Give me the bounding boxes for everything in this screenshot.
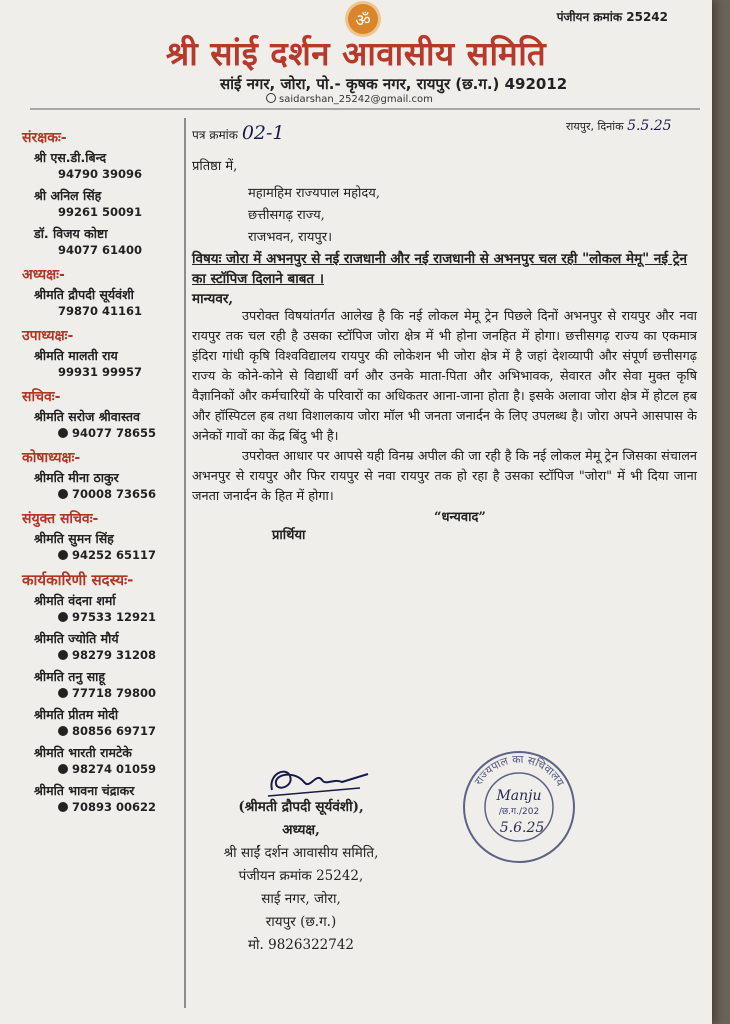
thanks-line: “धन्यवाद” — [434, 510, 486, 525]
letter-number-label: पत्र क्रमांक — [192, 128, 238, 142]
signature-block — [196, 796, 406, 957]
member-name: श्रीमति सरोज श्रीवास्तव — [34, 409, 140, 424]
sidebar-section — [22, 509, 180, 562]
sidebar-divider — [184, 118, 186, 1008]
member-entry — [22, 530, 180, 562]
member-phone-number: 80856 69717 — [72, 724, 157, 738]
registration-number: पंजीयन क्रमांक 25242 — [556, 10, 668, 24]
member-entry — [22, 286, 180, 318]
member-phone — [22, 304, 180, 318]
header-divider — [30, 108, 700, 110]
member-entry — [22, 630, 180, 662]
member-phone — [22, 648, 180, 662]
member-phone — [22, 205, 180, 219]
member-name: श्रीमति मीना ठाकुर — [34, 470, 119, 485]
stamp-ref: /छ.ग./202 — [498, 807, 540, 817]
email-text: saidarshan_25242@gmail.com — [279, 94, 433, 105]
sidebar-section — [22, 448, 180, 501]
member-phone-number: 94790 39096 — [58, 167, 143, 181]
stamp-ring-text: राज्यपाल का सचिवालय — [471, 752, 567, 789]
to-line: प्रतिष्ठा में, — [192, 159, 238, 174]
phone-icon — [58, 802, 68, 812]
phone-icon — [58, 612, 68, 622]
member-phone-number: 98274 01059 — [72, 762, 157, 776]
sidebar-section — [22, 265, 180, 318]
member-phone-number: 98279 31208 — [72, 648, 157, 662]
signatory-org: श्री साईं दर्शन आवासीय समिति, — [223, 845, 379, 861]
salutation: मान्यवर, — [192, 291, 234, 307]
sidebar-section-heading: संरक्षकः- — [22, 130, 67, 146]
member-name: श्री अनिल सिंह — [34, 188, 102, 203]
member-phone — [22, 762, 180, 776]
om-symbol-icon: ॐ — [348, 4, 378, 34]
member-phone — [22, 243, 180, 257]
phone-icon — [58, 428, 68, 438]
member-name: श्रीमति ज्योति मौर्य — [34, 631, 119, 646]
phone-icon — [58, 489, 68, 499]
letter-number — [192, 122, 285, 144]
member-phone-number: 70008 73656 — [72, 487, 157, 501]
body-paragraph-2: उपरोक्त आधार पर आपसे यही विनम्र अपील की जा रही है कि नई लोकल मेमू ट्रेन जिसका संचालन अभनपुर से रायपुर और फिर रायपुर से नवा रायपुर तक हो रहा है उसका स्टॉपिज "जोरा" में भी दिया जाना जनता जनार्दन के हित में होगा। — [192, 449, 697, 504]
member-entry — [22, 408, 180, 440]
sidebar-section-heading: कोषाध्यक्षः- — [22, 450, 81, 466]
member-entry — [22, 225, 180, 257]
member-phone — [22, 365, 180, 379]
member-entry — [22, 187, 180, 219]
member-phone-number: 97533 12921 — [72, 610, 157, 624]
letter-date — [566, 118, 672, 134]
recipient-line: छत्तीसगढ़ राज्य, — [248, 208, 325, 223]
member-phone-number: 94252 65117 — [72, 548, 157, 562]
member-name: श्रीमति सुमन सिंह — [34, 531, 114, 546]
date-value: 5.5.25 — [627, 118, 672, 134]
society-title: श्री सांई दर्शन आवासीय समिति — [165, 34, 547, 73]
member-phone-number: 79870 41161 — [58, 304, 143, 318]
sender-label: प्रार्थिया — [272, 528, 306, 543]
sidebar-section-heading: सचिवः- — [22, 389, 61, 405]
phone-icon — [58, 650, 68, 660]
member-entry — [22, 592, 180, 624]
svg-text:राज्यपाल का सचिवालय — [472, 753, 567, 789]
signatory-city: रायपुर (छ.ग.) — [265, 914, 337, 930]
sidebar-section — [22, 387, 180, 440]
sidebar-section — [22, 128, 180, 257]
subject-line: विषयः जोरा में अभनपुर से नई राजधानी और नई राजधानी से अभनपुर चल रही "लोकल मेमू" नई ट्रेन का स्टॉपिज दिलाने बाबत । — [192, 251, 688, 287]
signatory-designation: अध्यक्ष, — [282, 822, 320, 838]
date-label: रायपुर, दिनांक — [566, 120, 624, 133]
member-entry — [22, 347, 180, 379]
office-bearers-sidebar — [22, 128, 180, 822]
member-phone-number: 99261 50091 — [58, 205, 143, 219]
member-phone — [22, 548, 180, 562]
member-name: श्रीमति प्रीतम मोदी — [34, 707, 119, 722]
letter-number-value: 02-1 — [241, 122, 285, 144]
member-entry — [22, 744, 180, 776]
signatory-mobile: मो. 9826322742 — [247, 937, 355, 953]
member-phone — [22, 487, 180, 501]
phone-icon — [58, 688, 68, 698]
member-name: श्रीमति वंदना शर्मा — [34, 593, 116, 608]
recipient-line: महामहिम राज्यपाल महोदय, — [248, 186, 380, 201]
member-entry — [22, 149, 180, 181]
member-entry — [22, 668, 180, 700]
mail-icon — [266, 93, 276, 103]
sidebar-section — [22, 326, 180, 379]
member-phone-number: 94077 78655 — [72, 426, 157, 440]
member-phone — [22, 686, 180, 700]
received-stamp — [460, 748, 578, 866]
society-email — [266, 93, 433, 105]
recipient-line: राजभवन, रायपुर। — [248, 230, 333, 245]
sidebar-section-heading: कार्यकारिणी सदस्यः- — [22, 571, 134, 589]
member-name: श्रीमति तनु साहू — [34, 669, 106, 684]
member-phone-number: 94077 61400 — [58, 243, 143, 257]
phone-icon — [58, 764, 68, 774]
member-phone-number: 70893 00622 — [72, 800, 157, 814]
signatory-name: (श्रीमती द्रौपदी सूर्यवंशी), — [238, 799, 364, 815]
member-name: श्री एस.डी.बिन्द — [34, 150, 107, 165]
member-phone — [22, 800, 180, 814]
member-phone-number: 77718 79800 — [72, 686, 157, 700]
member-phone — [22, 167, 180, 181]
signatory-address: साई नगर, जोरा, — [261, 891, 341, 907]
sidebar-section — [22, 570, 180, 814]
sidebar-section-heading: संयुक्त सचिवः- — [22, 511, 99, 527]
member-name: डॉ. विजय कोष्टा — [34, 226, 108, 241]
sidebar-section-heading: उपाध्यक्षः- — [22, 328, 74, 344]
member-name: श्रीमति भावना चंद्राकर — [34, 783, 135, 798]
stamp-date: 5.6.25 — [499, 820, 545, 836]
member-phone — [22, 610, 180, 624]
member-phone — [22, 426, 180, 440]
phone-icon — [58, 726, 68, 736]
member-entry — [22, 706, 180, 738]
member-name: श्रीमति द्रौपदी सूर्यवंशी — [34, 287, 134, 302]
member-phone-number: 99931 99957 — [58, 365, 143, 379]
member-entry — [22, 469, 180, 501]
recipient-address — [192, 183, 697, 249]
member-entry — [22, 782, 180, 814]
letter-body — [192, 158, 697, 543]
society-address: सांई नगर, जोरा, पो.- कृषक नगर, रायपुर (छ.ग.) 492012 — [220, 75, 568, 93]
body-paragraph-1: उपरोक्त विषयांतर्गत आलेख है कि नई लोकल मेमू ट्रेन पिछले दिनों अभनपुर से रायपुर और नवा रायपुर तक चल रही है उसका स्टॉपिज जोरा क्षेत्र में भी होना जनहित में होगा। छत्तीसगढ़ राज्य का एकमात्र इंदिरा गांधी कृषि विश्वविद्यालय रायपुर की लोकेशन भी जोरा क्षेत्र में है जहां देशव्यापी और संपूर्ण छत्तीसगढ़ राज्य के कोने-कोने से विद्यार्थी वर्ग और उनके माता-पिता और अभिभावक, सेवारत और सेवा मुक्त कृषि वैज्ञानिकों और कर्मचारियों के परिवारों का अधिकतर आना-जाना होता है। इसके अलावा जोरा क्षेत्र में होटल हब और हॉस्पिटल हब तथा विशालकाय जोरा मॉल भी जनता जनार्दन के लिए उपलब्ध है। जोरा अपने आसपास के अनेकों गावों का केंद्र बिंदु भी है। — [192, 309, 697, 444]
member-name: श्रीमति मालती राय — [34, 348, 118, 363]
stamp-handwriting: Manju — [496, 788, 542, 804]
phone-icon — [58, 550, 68, 560]
member-name: श्रीमति भारती रामटेके — [34, 745, 132, 760]
member-phone — [22, 724, 180, 738]
signatory-registration: पंजीयन क्रमांक 25242, — [238, 868, 364, 884]
sidebar-section-heading: अध्यक्षः- — [22, 267, 65, 283]
